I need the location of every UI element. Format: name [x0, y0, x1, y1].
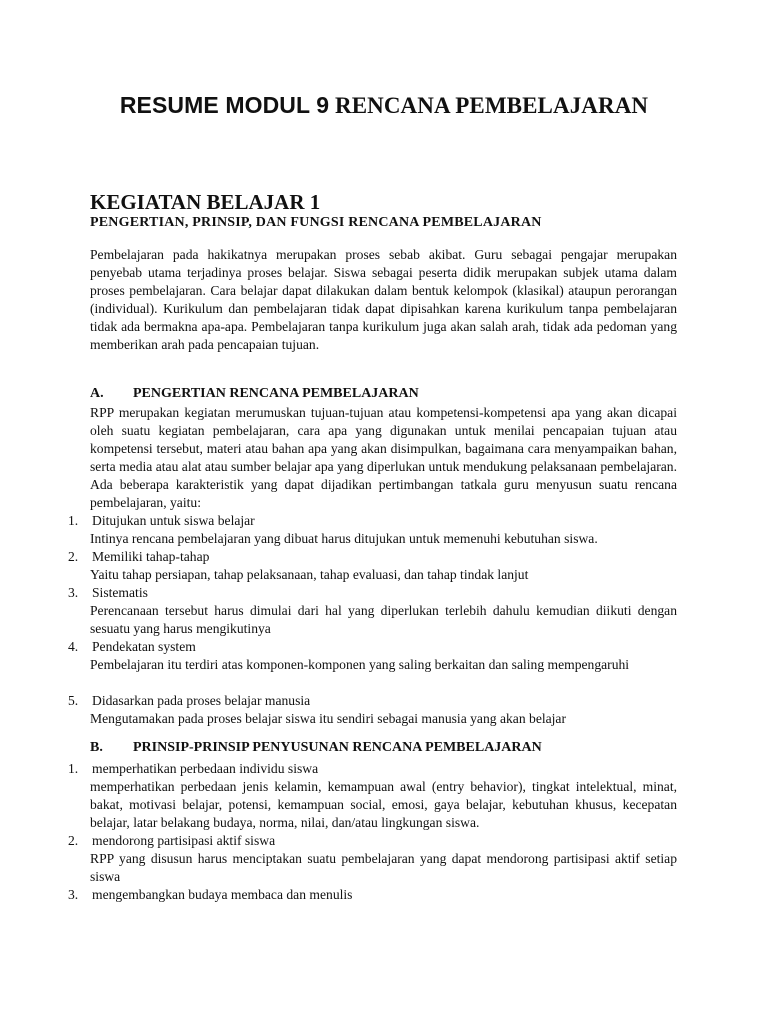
- list-item-number: 3.: [68, 585, 79, 600]
- list-item: [68, 548, 209, 566]
- document-title: [0, 92, 768, 119]
- list-item-body: Mengutamakan pada proses belajar siswa itu sendiri sebagai manusia yang akan belajar: [90, 711, 566, 726]
- section-a-letter: A.: [90, 386, 104, 401]
- list-item: [68, 512, 255, 530]
- section-b-title: PRINSIP-PRINSIP PENYUSUNAN RENCANA PEMBELAJARAN: [133, 740, 542, 755]
- list-item: [68, 692, 310, 710]
- kegiatan-belajar-title: KEGIATAN BELAJAR 1: [90, 190, 321, 214]
- section-a-paragraph: RPP merupakan kegiatan merumuskan tujuan-tujuan atau kompetensi-kompetensi apa yang akan dicapai oleh suatu kegiatan pembelajaran, cara apa yang digunakan untuk menilai pencapaian tujuan atau kompetensi tersebut, materi atau bahan apa yang akan disimpulkan, bagaimana cara menyampaikan bahan, serta media atau alat atau sumber belajar apa yang diperlukan untuk mendukung pelaksanaan pembelajaran. Ada beberapa karakteristik yang dapat dijadikan pertimbangan tatkala guru menyusun suatu rencana pembelajaran, yaitu:: [90, 405, 677, 510]
- intro-paragraph: Pembelajaran pada hakikatnya merupakan proses sebab akibat. Guru sebagai pengajar merupakan penyebab utama terjadinya proses belajar. Siswa sebagai peserta didik merupakan subjek utama dalam proses pembelajaran. Cara belajar dapat dilakukan dalam bentuk kelompok (klasikal) ataupun perorangan (individual). Kurikulum dan pembelajaran tidak dapat dipisahkan karena kurikulum tanpa pembelajaran tidak ada bermakna apa-apa. Pembelajaran tanpa kurikulum juga akan salah arah, tidak ada pedoman yang memberikan arah pada pencapaian tujuan.: [90, 247, 677, 352]
- kegiatan-belajar-subtitle: PENGERTIAN, PRINSIP, DAN FUNGSI RENCANA PEMBELAJARAN: [90, 215, 542, 230]
- list-item-heading: mengembangkan budaya membaca dan menulis: [92, 887, 353, 902]
- list-item-heading: Pendekatan system: [92, 639, 196, 654]
- section-a-title: PENGERTIAN RENCANA PEMBELAJARAN: [133, 386, 419, 401]
- list-item: [68, 886, 352, 904]
- list-item: [68, 832, 275, 850]
- list-item: [68, 638, 196, 656]
- list-item-heading: mendorong partisipasi aktif siswa: [92, 833, 276, 848]
- section-a-heading: [90, 386, 419, 402]
- list-item-heading: Didasarkan pada proses belajar manusia: [92, 693, 311, 708]
- list-item-body: Pembelajaran itu terdiri atas komponen-komponen yang saling berkaitan dan saling mempengaruhi: [90, 657, 630, 672]
- list-item-heading: Ditujukan untuk siswa belajar: [92, 513, 255, 528]
- list-item-number: 2.: [68, 833, 79, 848]
- list-item-number: 1.: [68, 761, 79, 776]
- list-item-heading: Memiliki tahap-tahap: [92, 549, 210, 564]
- document-title-part1: RESUME MODUL 9: [119, 92, 330, 118]
- list-item-number: 2.: [68, 549, 79, 564]
- list-item: [68, 584, 148, 602]
- list-item-heading: memperhatikan perbedaan individu siswa: [92, 761, 319, 776]
- list-item: [68, 760, 318, 778]
- list-item-body: Perencanaan tersebut harus dimulai dari hal yang diperlukan terlebih dahulu kemudian diikuti dengan sesuatu yang harus mengikutinya: [90, 603, 677, 636]
- list-item-body: Intinya rencana pembelajaran yang dibuat harus ditujukan untuk memenuhi kebutuhan siswa.: [90, 531, 598, 546]
- list-item-number: 3.: [68, 887, 79, 902]
- list-item-body: RPP yang disusun harus menciptakan suatu pembelajaran yang dapat mendorong partisipasi aktif setiap siswa: [90, 851, 677, 884]
- list-item-body: Yaitu tahap persiapan, tahap pelaksanaan, tahap evaluasi, dan tahap tindak lanjut: [90, 567, 529, 582]
- document-title-part2: RENCANA PEMBELAJARAN: [334, 93, 649, 118]
- section-b-heading: [90, 740, 542, 756]
- list-item-heading: Sistematis: [92, 585, 148, 600]
- list-item-number: 1.: [68, 513, 79, 528]
- section-b-letter: B.: [90, 740, 103, 755]
- list-item-number: 4.: [68, 639, 79, 654]
- list-item-body: memperhatikan perbedaan jenis kelamin, kemampuan awal (entry behavior), tingkat intelektual, minat, bakat, motivasi belajar, potensi, kemampuan social, emosi, gaya belajar, kebutuhan khusus, kecepatan belajar, latar belakang budaya, norma, nilai, dan/atau lingkungan siswa.: [90, 779, 677, 830]
- list-item-number: 5.: [68, 693, 79, 708]
